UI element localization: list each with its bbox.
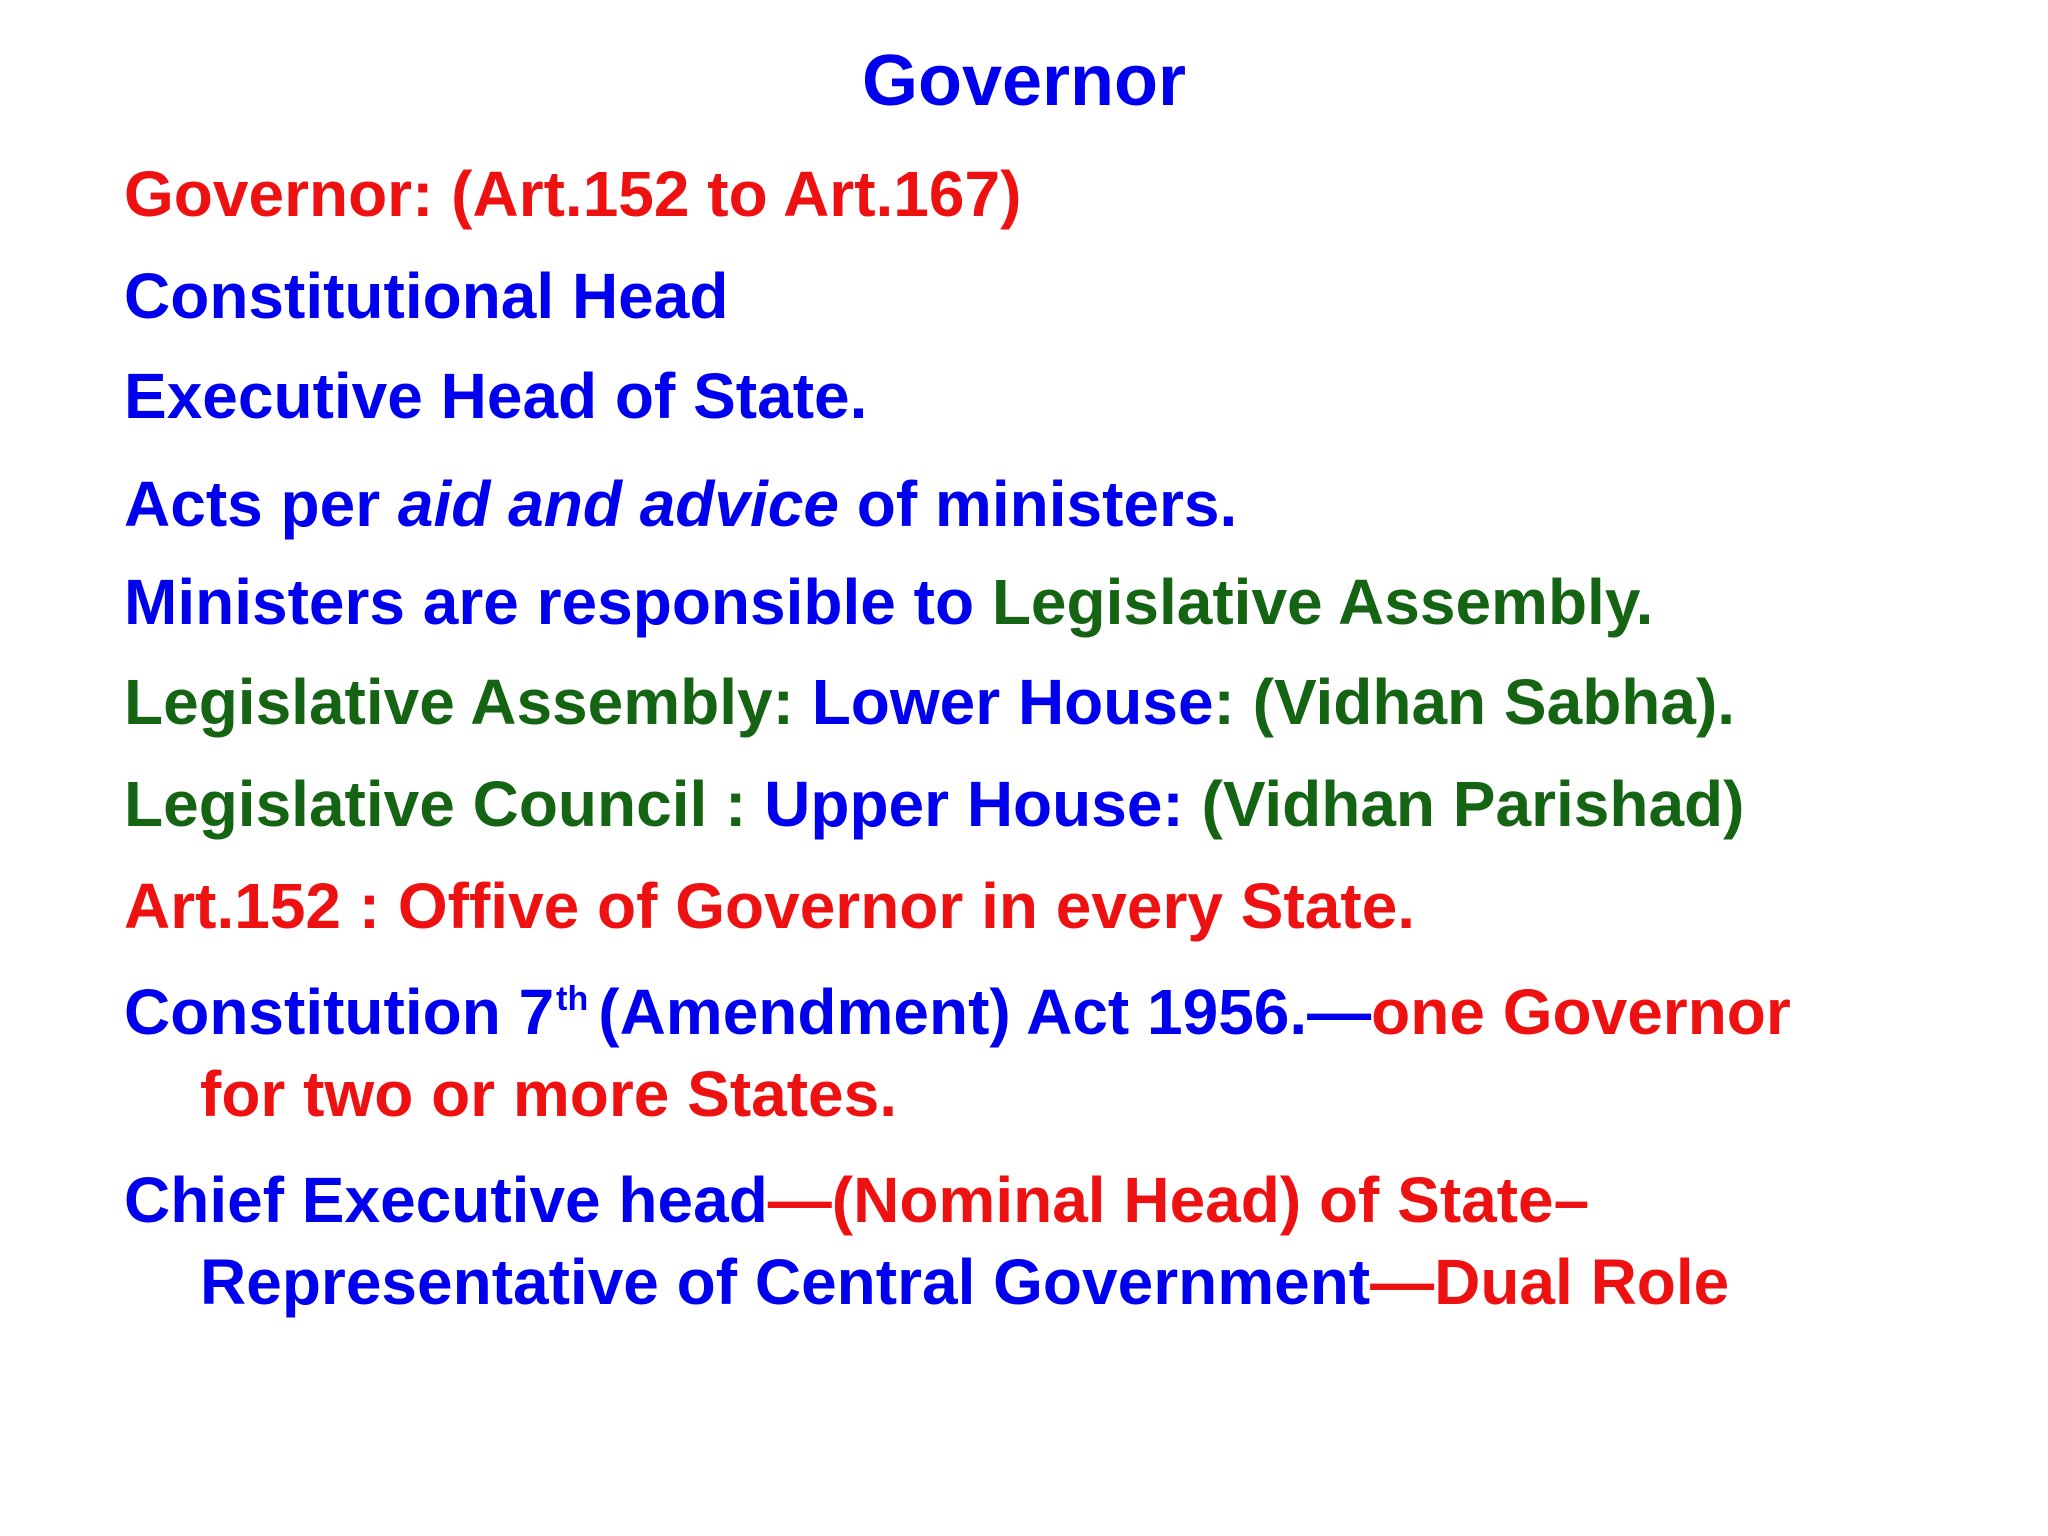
bullet-aid-and-advice (124, 464, 1237, 544)
bullet-text-part: for two or more States. (200, 1058, 897, 1130)
bullet-text-part: of ministers. (838, 468, 1238, 540)
bullet-text-part: Constitution 7 (124, 976, 555, 1048)
bullet-legislative-assembly (124, 662, 1735, 742)
bullet-chief-executive-continued (200, 1242, 1729, 1322)
bullet-text-part: —Dual Role (1370, 1246, 1730, 1318)
bullet-text: Executive Head of State. (124, 360, 868, 432)
bullet-seventh-amendment (124, 972, 1791, 1063)
bullet-executive-head (124, 356, 867, 436)
bullet-ministers-responsible (124, 562, 1653, 642)
bullet-text-part: Upper House: (764, 768, 1184, 840)
bullet-text-part: : (Vidhan Sabha). (1213, 666, 1736, 738)
bullet-text-part: Lower House (811, 666, 1214, 738)
bullet-chief-executive (124, 1160, 1589, 1240)
superscript-th: th (556, 980, 589, 1018)
bullet-text-part: (Vidhan Parishad) (1183, 768, 1745, 840)
bullet-text-part: (Amendment) Act 1956.— (598, 976, 1372, 1048)
bullet-text-part: Chief Executive head (124, 1164, 768, 1236)
bullet-text-part: Representative of Central Government (200, 1246, 1371, 1318)
bullet-seventh-amendment-continued (200, 1054, 897, 1134)
bullet-text-part: one Governor (1371, 976, 1791, 1048)
slide-title: Governor (861, 41, 1187, 121)
bullet-text-part: Legislative Assembly. (991, 566, 1654, 638)
bullet-legislative-council (124, 764, 1744, 844)
bullet-text-part: Legislative Assembly: (124, 666, 812, 738)
bullet-text: Art.152 : Offive of Governor in every State. (124, 870, 1416, 942)
bullet-constitutional-head (124, 256, 728, 336)
italic-phrase: aid and advice (397, 468, 839, 540)
bullet-text-part: Legislative Council : (124, 768, 765, 840)
bullet-text-part: Ministers are responsible to (124, 566, 992, 638)
bullet-governor-articles (124, 154, 1021, 234)
bullet-text: Governor: (Art.152 to Art.167) (124, 158, 1022, 230)
bullet-text-part: Acts per (124, 468, 398, 540)
bullet-art-152 (124, 866, 1415, 946)
bullet-text-part: —(Nominal Head) of State– (767, 1164, 1590, 1236)
bullet-text: Constitutional Head (124, 260, 729, 332)
